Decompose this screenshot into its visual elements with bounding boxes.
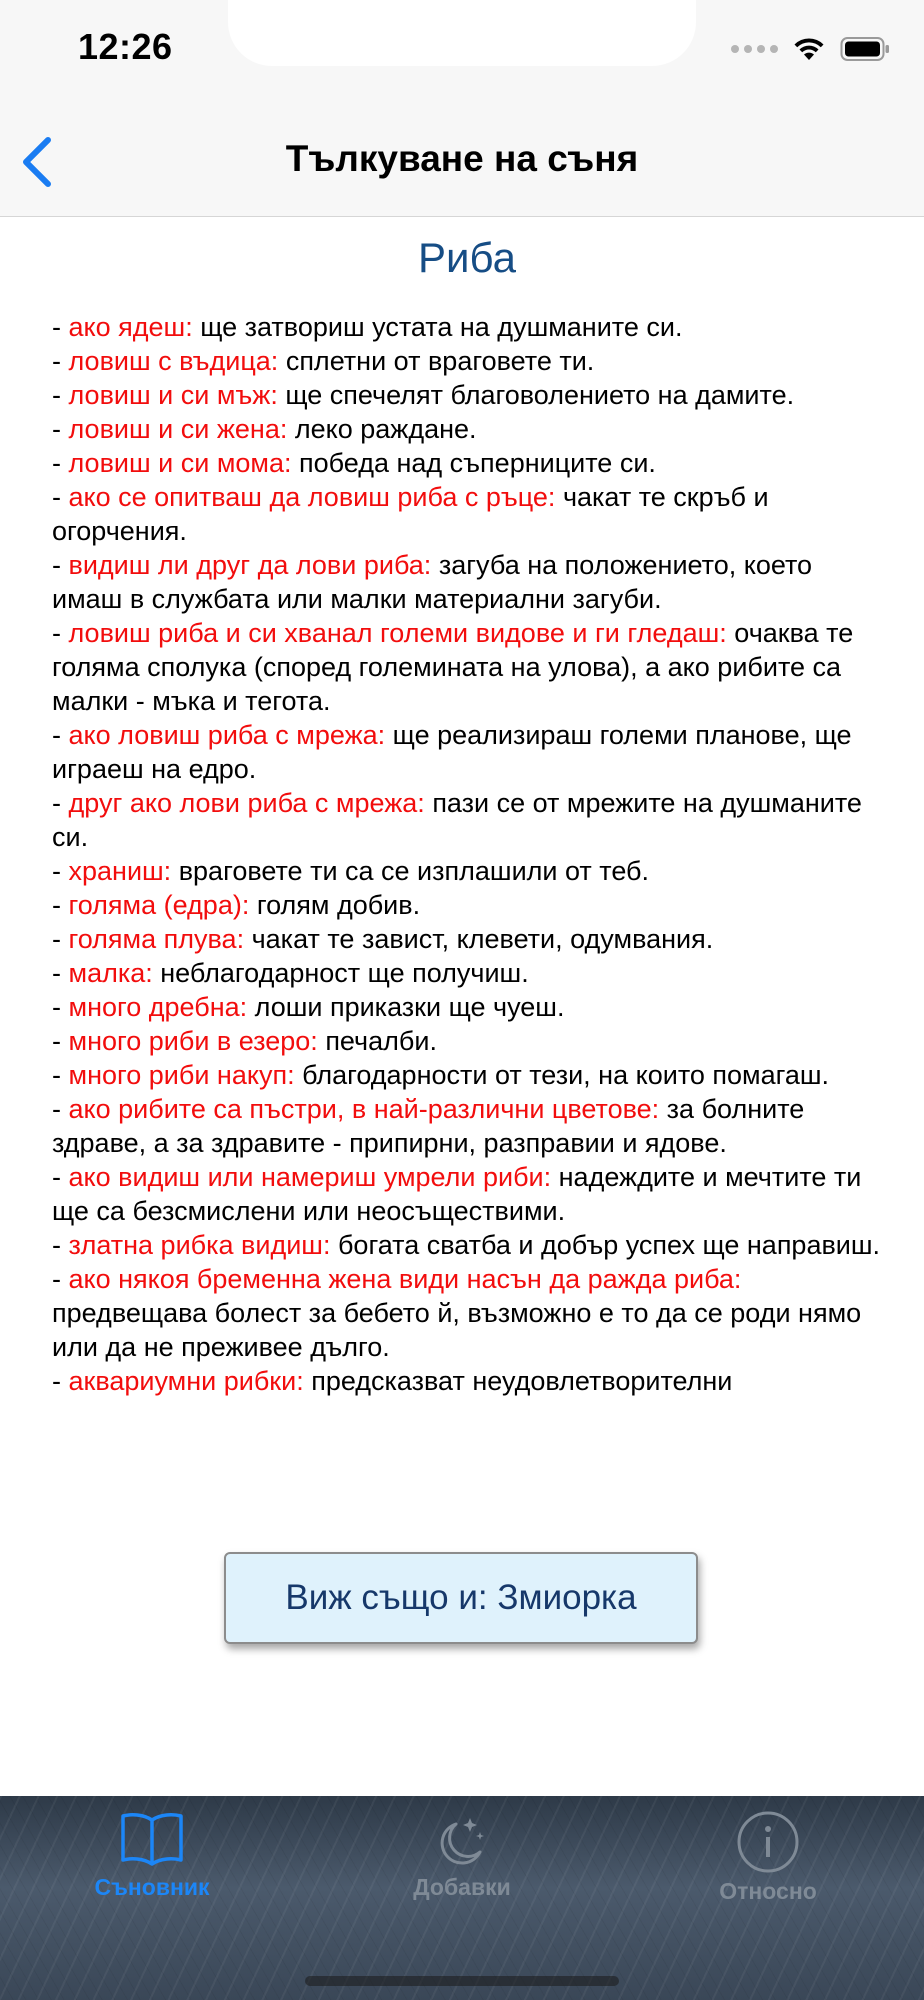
entry-line: - видиш ли друг да лови риба: загуба на положението, което имаш в службата или малки материални загуби. (52, 550, 813, 614)
entry-key: ловиш риба и си хванал големи видове и ги гледаш: (68, 618, 727, 648)
entry-line: - ловиш риба и си хванал големи видове и ги гледаш: очаква те голяма сполука (според големината на улова), а ако рибите са малки - мъка и тегота. (52, 618, 854, 716)
entry-key: голяма (едра): (68, 890, 250, 920)
entry-line: - много риби в езеро: печалби. (52, 1026, 437, 1056)
book-icon (119, 1810, 185, 1870)
entry-text: за болните здраве, а за здравите - припирни, разправии и ядове. (52, 1094, 805, 1158)
entry-text: голям добив. (249, 890, 421, 920)
entry-line: - ако се опитваш да ловиш риба с ръце: чакат те скръб и огорчения. (52, 482, 769, 546)
entry-key: ако видиш или намериш умрели риби: (68, 1162, 552, 1192)
status-time: 12:26 (78, 26, 173, 67)
entry-key: ако се опитваш да ловиш риба с ръце: (68, 482, 556, 512)
entry-key: много риби накуп: (68, 1060, 295, 1090)
entry-line: - малка: неблагодарност ще получиш. (52, 958, 529, 988)
entry-line: - голяма плува: чакат те завист, клевети, одумвания. (52, 924, 714, 954)
tab-bar (0, 1796, 924, 2000)
entry-text: ще спечелят благоволението на дамите. (277, 380, 795, 410)
entry-line: - ако някоя бременна жена види насън да ражда риба: предвещава болест за бебето й, възможно е то да се роди нямо или да не преживее дълго. (52, 1264, 862, 1362)
battery-icon (840, 36, 890, 62)
tab-dreambook[interactable] (52, 1810, 252, 1930)
moon-stars-icon (432, 1810, 492, 1870)
entry-line: - ловиш и си мома: победа над съперниците си. (52, 448, 656, 478)
entry-text: леко раждане. (287, 414, 477, 444)
entry-text: чакат те завист, клевети, одумвания. (244, 924, 714, 954)
entry-key: ловиш и си жена: (68, 414, 288, 444)
entry-text: богата сватба и добър успех ще направиш. (330, 1230, 881, 1260)
entry-line: - много дребна: лоши приказки ще чуеш. (52, 992, 565, 1022)
entry-text: ще реализираш големи планове, ще играеш на едро. (52, 720, 852, 784)
entry-text: победа над съперниците си. (291, 448, 656, 478)
entry-key: храниш: (68, 856, 172, 886)
entry-line: - ловиш с въдица: сплетни от враговете ти. (52, 346, 595, 376)
entry-key: много риби в езеро: (68, 1026, 318, 1056)
entry-key: аквариумни рибки: (68, 1366, 304, 1396)
entry-line: - ако видиш или намериш умрели риби: надеждите и мечтите ти ще са безсмислени или неосъществими. (52, 1162, 862, 1226)
entry-line: - ловиш и си мъж: ще спечелят благоволението на дамите. (52, 380, 795, 410)
entry-key: видиш ли друг да лови риба: (68, 550, 432, 580)
info-icon (736, 1810, 800, 1874)
entry-line: - ловиш и си жена: леко раждане. (52, 414, 477, 444)
entry-text: враговете ти са се изплашили от теб. (171, 856, 650, 886)
entry-key: друг ако лови риба с мрежа: (68, 788, 425, 818)
entry-key: малка: (68, 958, 153, 988)
entry-title: Риба (418, 234, 516, 281)
entry-content (52, 216, 882, 1540)
entry-line: - друг ако лови риба с мрежа: пази се от мрежите на душманите си. (52, 788, 862, 852)
entry-line: - ако рибите са пъстри, в най-различни цветове: за болните здраве, а за здравите - припирни, разправии и ядове. (52, 1094, 805, 1158)
status-bar (0, 0, 924, 100)
entry-text: предсказват неудовлетворителни (303, 1366, 733, 1396)
entry-key: ако ловиш риба с мрежа: (68, 720, 386, 750)
entry-key: ако ядеш: (68, 312, 193, 342)
entry-key: много дребна: (68, 992, 248, 1022)
tab-extras[interactable] (362, 1810, 562, 1930)
entry-line: - много риби накуп: благодарности от тези, на които помагаш. (52, 1060, 830, 1090)
entry-text: пази се от мрежите на душманите си. (52, 788, 862, 852)
entry-key: ловиш с въдица: (68, 346, 279, 376)
entry-text: благодарности от тези, на които помагаш. (294, 1060, 830, 1090)
entry-key: голяма плува: (68, 924, 245, 954)
entry-text: очаква те голяма сполука (според големината на улова), а ако рибите са малки - мъка и тегота. (52, 618, 854, 716)
status-icons (731, 34, 890, 64)
entry-line: - голяма (едра): голям добив. (52, 890, 421, 920)
tab-label: Съновник (94, 1874, 210, 1900)
navigation-bar (0, 100, 924, 217)
tab-label: Добавки (413, 1874, 511, 1900)
entry-key: ако рибите са пъстри, в най-различни цветове: (68, 1094, 660, 1124)
entry-text: загуба на положението, което имаш в службата или малки материални загуби. (52, 550, 813, 614)
entry-key: ловиш и си мъж: (68, 380, 278, 410)
entry-text: ще затвориш устата на душманите си. (192, 312, 683, 342)
entry-key: златна рибка видиш: (68, 1230, 331, 1260)
entry-text: неблагодарност ще получиш. (152, 958, 529, 988)
see-also-button[interactable]: Виж също и: Змиорка (224, 1552, 698, 1644)
home-indicator (305, 1976, 619, 1986)
page-title: Тълкуване на съня (285, 138, 639, 179)
entry-key: ако някоя бременна жена види насън да ражда риба: (68, 1264, 742, 1294)
device-notch (228, 0, 696, 66)
entry-text: печалби. (317, 1026, 437, 1056)
entry-line: - ако ядеш: ще затвориш устата на душманите си. (52, 312, 683, 342)
tab-about[interactable] (668, 1810, 868, 1930)
entry-key: ловиш и си мома: (68, 448, 292, 478)
entry-text: чакат те скръб и огорчения. (52, 482, 769, 546)
entry-line: - храниш: враговете ти са се изплашили от теб. (52, 856, 650, 886)
wifi-icon (792, 36, 826, 62)
entry-line: - златна рибка видиш: богата сватба и добър успех ще направиш. (52, 1230, 881, 1260)
entry-text: сплетни от враговете ти. (278, 346, 595, 376)
cellular-signal-icon (731, 45, 778, 53)
entry-line: - ако ловиш риба с мрежа: ще реализираш големи планове, ще играеш на едро. (52, 720, 852, 784)
entry-text: предвещава болест за бебето й, възможно е то да се роди нямо или да не преживее дълго. (52, 1298, 862, 1362)
tab-label: Относно (719, 1878, 817, 1904)
entry-text: надеждите и мечтите ти ще са безсмислени или неосъществими. (52, 1162, 862, 1226)
entry-line: - аквариумни рибки: предсказват неудовлетворителни (52, 1366, 733, 1396)
entry-text: лоши приказки ще чуеш. (247, 992, 565, 1022)
